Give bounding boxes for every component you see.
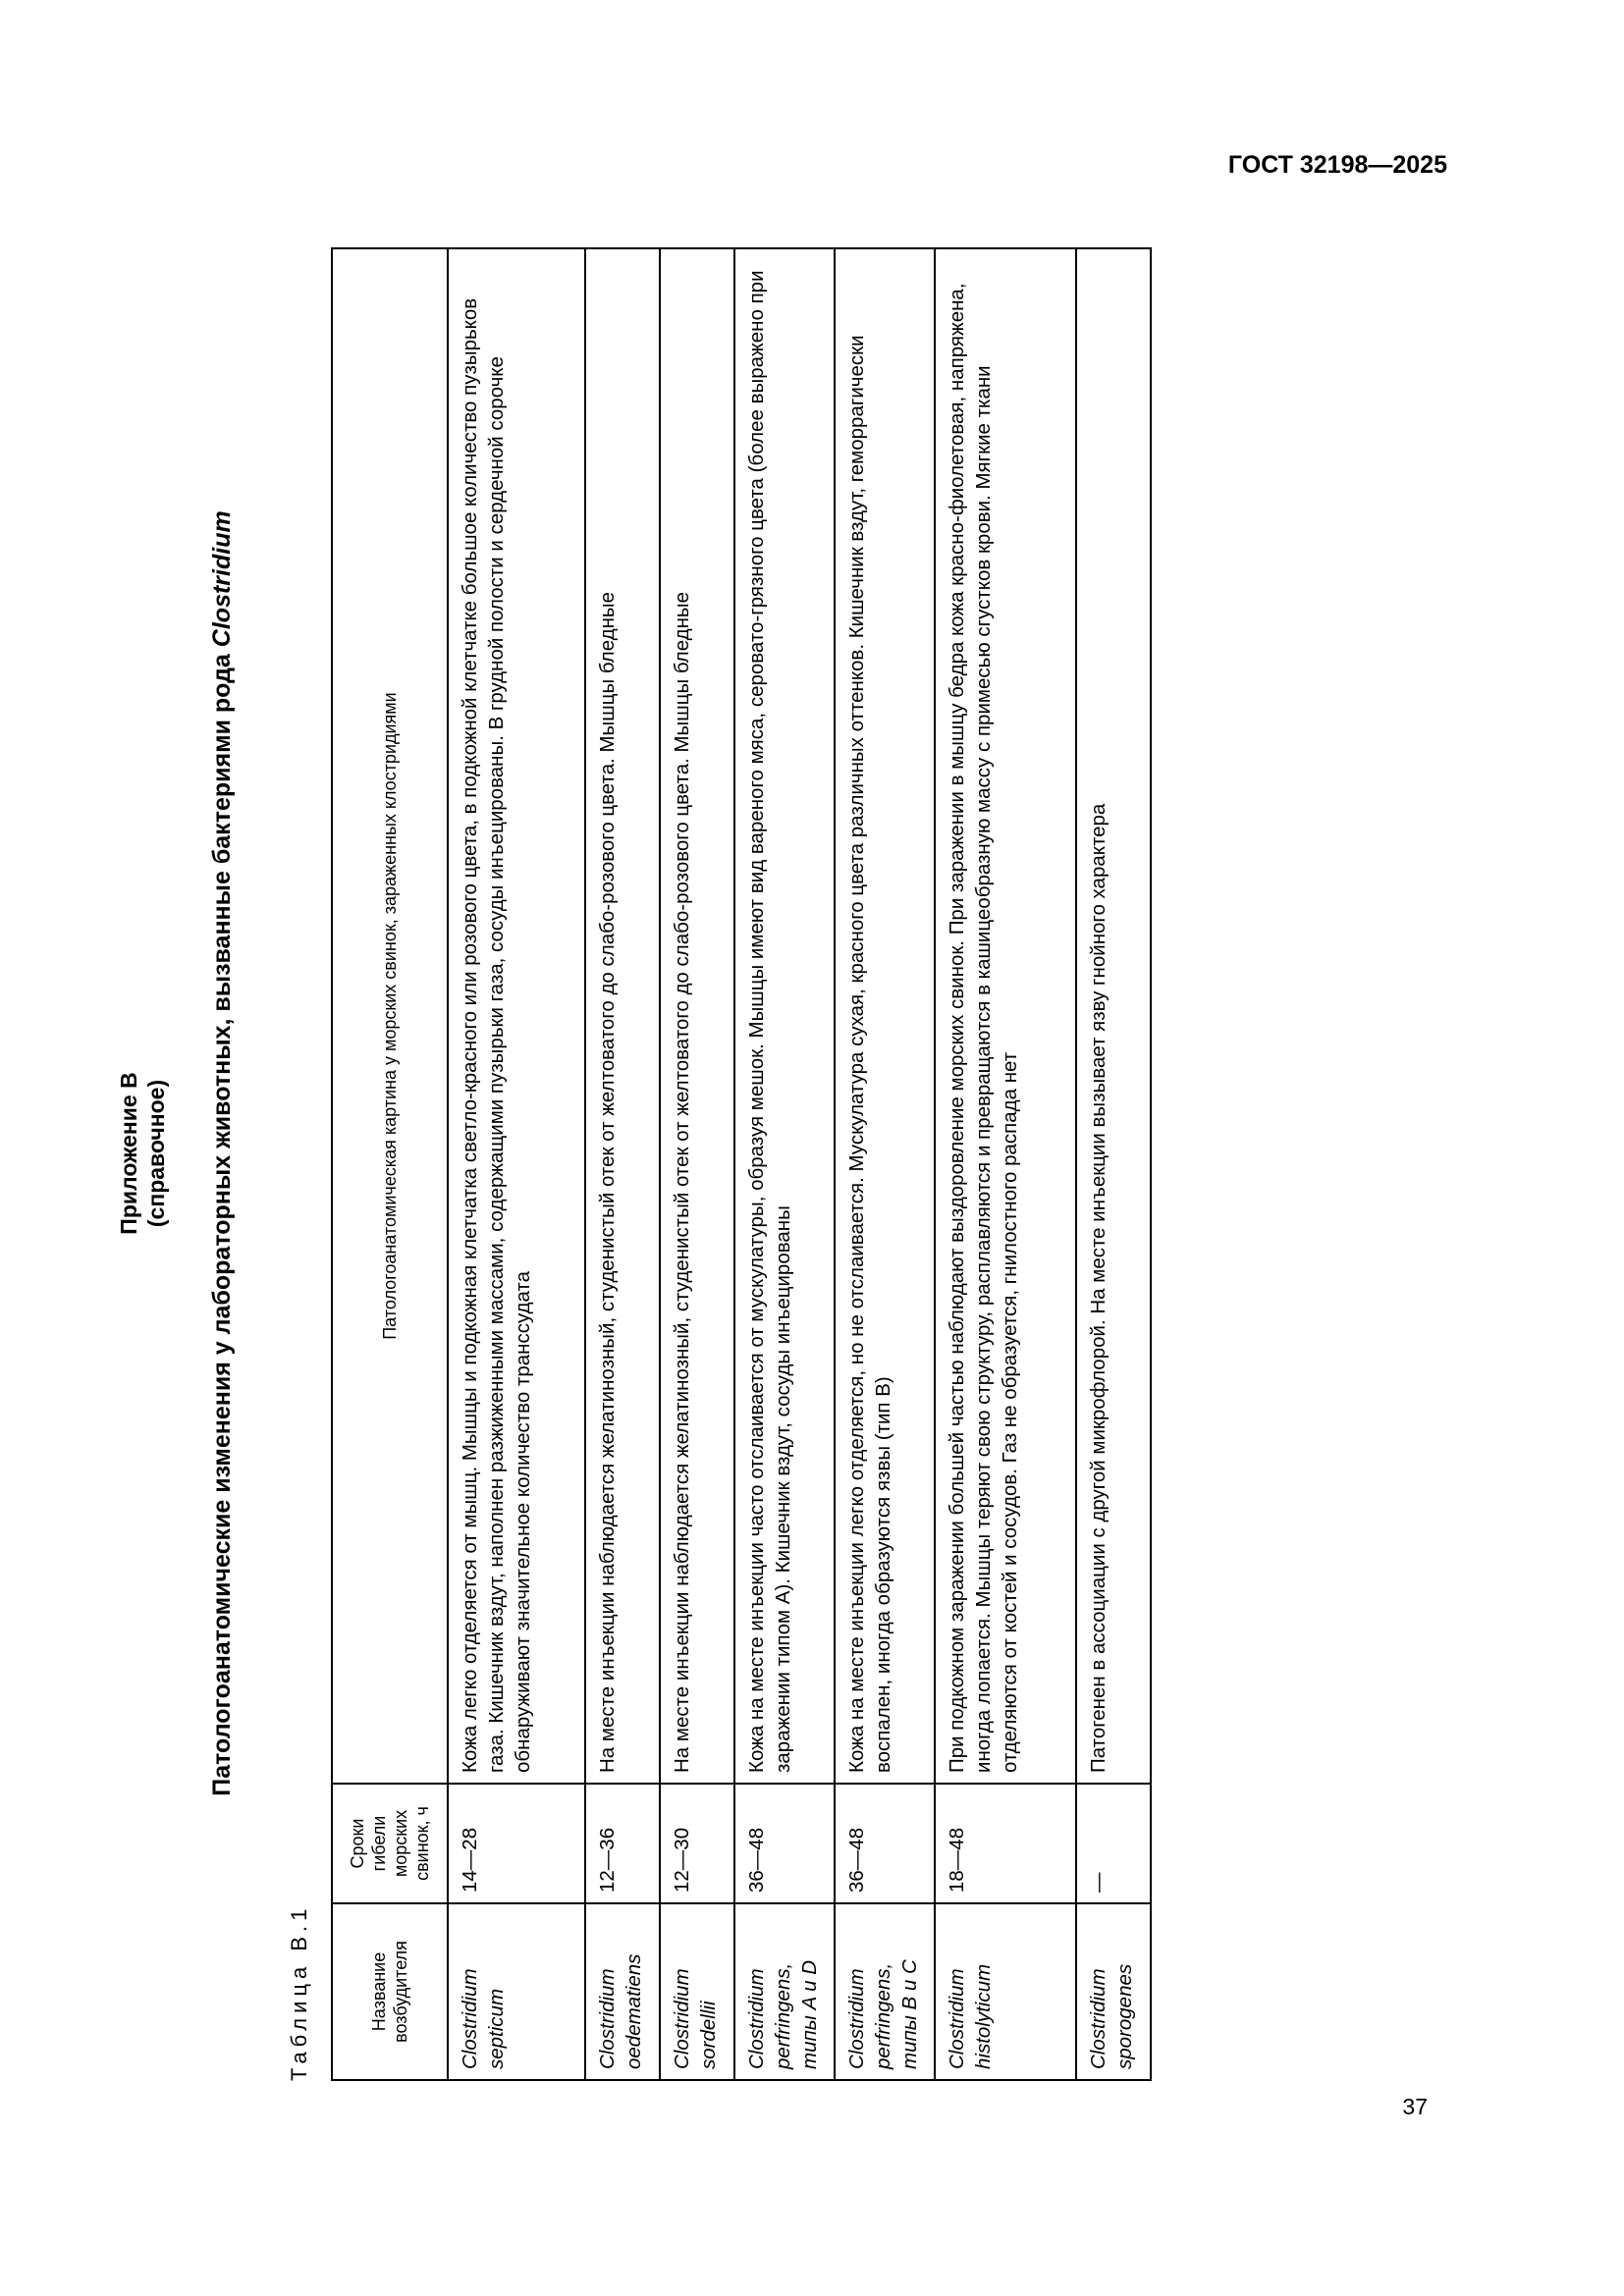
- death-time: 36—48: [734, 1784, 835, 1903]
- pathology-description: На месте инъекции наблюдается желатинозный, студенистый отек от желтоватого до слабо-розового цвета. Мышцы бледные: [660, 248, 734, 1784]
- table-row: [585, 248, 660, 2080]
- table-row: [660, 248, 734, 2080]
- appendix-heading: [115, 216, 170, 2091]
- pathogen-name: Clostridium septicum: [448, 1903, 585, 2080]
- standard-header: ГОСТ 32198—2025: [1227, 151, 1447, 179]
- pathogen-name: Clostridium oedematiens: [585, 1903, 660, 2080]
- page-number: 37: [1402, 2094, 1428, 2119]
- pathology-description: Кожа на месте инъекции часто отслаивается от мускулатуры, образуя мешок. Мышцы имеют вид вареного мяса, серовато-грязного цвета (более выражено при заражении типом A). Кишечник вздут, сосуды инъецированы: [734, 248, 835, 1784]
- pathogen-name: Clostridium histolyticum: [935, 1903, 1076, 2080]
- pathogen-name: Clostridium sporogenes: [1076, 1903, 1151, 2080]
- pathology-description: При подкожном заражении большей частью наблюдают выздоровление морских свинок. При заражении в мышцу бедра кожа красно-фиолетовая, напряжена, иногда лопается. Мышцы теряют свою структуру, расплавляются и превращаются в кашицеобразную массу с примесью сгустков крови. Мягкие ткани отделяются от костей и сосудов. Газ не образуется, гнилостного распада нет: [935, 248, 1076, 1784]
- pathogen-name: Clostridium perfringens, типы B и C: [835, 1903, 935, 2080]
- appendix-subtitle: (справочное): [143, 1079, 169, 1228]
- table-row: [935, 248, 1076, 2080]
- death-time: 36—48: [835, 1784, 935, 1903]
- table-row: [1076, 248, 1151, 2080]
- table-row: [448, 248, 585, 2080]
- death-time: —: [1076, 1784, 1151, 1903]
- death-time: 12—30: [660, 1784, 734, 1903]
- pathogen-name: Clostridium perfringens, типы A и D: [734, 1903, 835, 2080]
- table-row: [734, 248, 835, 2080]
- pathology-description: На месте инъекции наблюдается желатинозный, студенистый отек от желтоватого до слабо-розового цвета. Мышцы бледные: [585, 248, 660, 1784]
- table-caption-text: Патологоанатомические изменения у лабораторных животных, вызванные бактериями рода: [208, 647, 236, 1796]
- pathology-description: Кожа на месте инъекции легко отделяется, но не отслаивается. Мускулатура сухая, красного цвета различных оттенков. Кишечник вздут, геморрагически воспален, иногда образуются язвы (тип B): [835, 248, 935, 1784]
- table-caption-genus: Clostridium: [208, 510, 236, 648]
- death-time: 18—48: [935, 1784, 1076, 1903]
- pathology-description: Патогенен в ассоциации с другой микрофлорой. На месте инъекции вызывает язву гнойного характера: [1076, 248, 1151, 1784]
- rotated-content: [93, 216, 1173, 2091]
- death-time: 12—36: [585, 1784, 660, 1903]
- header-pathogen-name: Название возбудителя: [332, 1903, 448, 2080]
- table-header-row: [332, 248, 448, 2080]
- death-time: 14—28: [448, 1784, 585, 1903]
- pathology-table: [331, 247, 1152, 2081]
- pathology-description: Кожа легко отделяется от мышц. Мышцы и подкожная клетчатка светло-красного или розового цвета, в подкожной клетчатке большое количество пузырьков газа. Кишечник вздут, наполнен разжиженными массами, содержащими пузырьки газа, сосуды инъецированы. В грудной полости и сердечной сорочке обнаруживают значительное количество транссудата: [448, 248, 585, 1784]
- appendix-title: Приложение В: [116, 1072, 141, 1235]
- table-label: Таблица В.1: [287, 1903, 311, 2081]
- table-row: [835, 248, 935, 2080]
- header-death-time: Сроки гибели морских свинок, ч: [332, 1784, 448, 1903]
- header-pathology-picture: Патологоанатомическая картина у морских свинок, зараженных клостридиями: [332, 248, 448, 1784]
- table-caption: [208, 216, 237, 2091]
- pathogen-name: Clostridium sordellii: [660, 1903, 734, 2080]
